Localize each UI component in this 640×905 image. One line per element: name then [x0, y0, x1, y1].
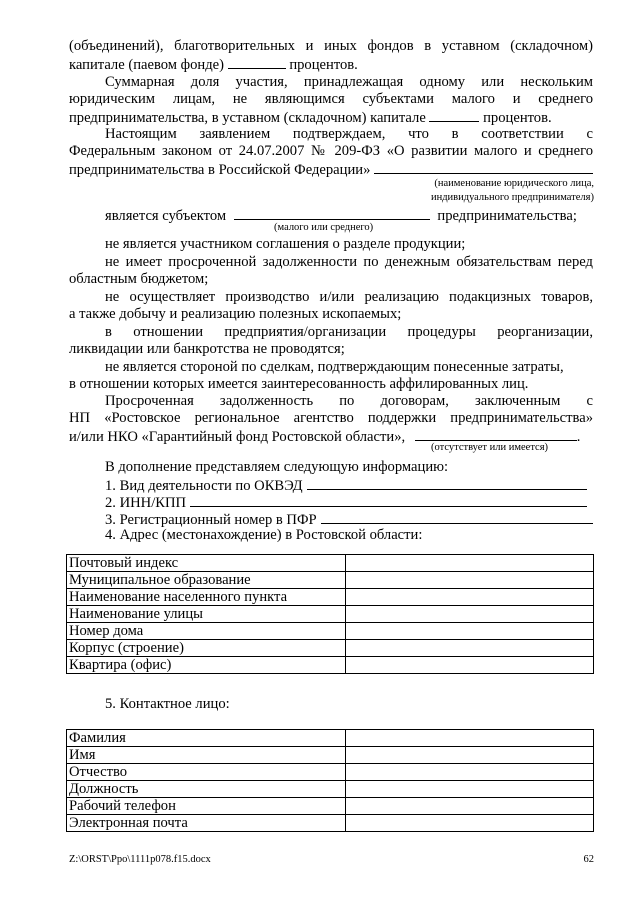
body-text: предпринимательства;	[437, 208, 577, 224]
row-value-cell[interactable]	[346, 781, 594, 798]
body-line: Настоящим заявлением подтверждаем, что в соответствии с	[105, 126, 593, 142]
body-line: не является стороной по сделкам, подтверждающим понесенные затраты,	[105, 359, 564, 375]
body-line: в отношении предприятия/организации процедуры реорганизации,	[105, 324, 593, 340]
row-label: Фамилия	[67, 730, 346, 747]
body-text: процентов.	[483, 110, 552, 126]
page-number: 62	[583, 854, 594, 865]
share-percent-blank[interactable]	[228, 55, 286, 69]
table-row	[67, 640, 594, 657]
row-value-cell[interactable]	[346, 747, 594, 764]
row-value-cell[interactable]	[346, 798, 594, 815]
body-line: 4. Адрес (местонахождение) в Ростовской области:	[105, 527, 423, 543]
table-row	[67, 623, 594, 640]
row-value-cell[interactable]	[346, 815, 594, 832]
row-label: Номер дома	[67, 623, 346, 640]
body-text: и/или НКО «Гарантийный фонд Ростовской области»,	[69, 429, 406, 445]
row-value-cell[interactable]	[346, 555, 594, 572]
body-line: В дополнение представляем следующую информацию:	[105, 459, 449, 475]
body-text: является субъектом	[105, 208, 227, 224]
row-label: Корпус (строение)	[67, 640, 346, 657]
table-row	[67, 798, 594, 815]
body-line: ликвидации или банкротства не проводятся;	[69, 341, 345, 357]
body-text: предпринимательства в Российской Федерации»	[69, 162, 371, 178]
hint-text: (малого или среднего)	[274, 222, 374, 233]
business-category-blank[interactable]	[234, 206, 430, 220]
row-value-cell[interactable]	[346, 623, 594, 640]
contact-table	[66, 729, 594, 832]
body-text: предпринимательства, в уставном (складочном) капитале	[69, 110, 426, 126]
okved-blank[interactable]	[307, 476, 587, 490]
table-row	[67, 781, 594, 798]
body-text: .	[576, 429, 581, 445]
body-line	[69, 55, 593, 74]
row-value-cell[interactable]	[346, 730, 594, 747]
body-line: не является участником соглашения о разделе продукции;	[105, 236, 466, 252]
table-row	[67, 730, 594, 747]
row-value-cell[interactable]	[346, 764, 594, 781]
entity-name-blank[interactable]	[374, 160, 593, 174]
table-row	[67, 589, 594, 606]
table-row	[67, 555, 594, 572]
body-line: юридическим лицам, не являющимся субъектами малого и среднего	[69, 91, 593, 107]
body-line: а также добычу и реализацию полезных ископаемых;	[69, 306, 402, 322]
table-row	[67, 764, 594, 781]
row-value-cell[interactable]	[346, 572, 594, 589]
row-value-cell[interactable]	[346, 606, 594, 623]
body-line: Просроченная задолженность по договорам, заключенным с	[105, 393, 593, 409]
body-line: областным бюджетом;	[69, 271, 209, 287]
body-line	[69, 108, 593, 127]
table-row	[67, 572, 594, 589]
pfr-number-blank[interactable]	[321, 510, 593, 524]
address-table	[66, 554, 594, 674]
table-row	[67, 815, 594, 832]
body-text: капитале (паевом фонде)	[69, 57, 224, 73]
table-row	[67, 747, 594, 764]
row-value-cell[interactable]	[346, 657, 594, 674]
row-label: Муниципальное образование	[67, 572, 346, 589]
row-label: Наименование улицы	[67, 606, 346, 623]
body-line: в отношении которых имеется заинтересованность аффилированных лиц.	[69, 376, 529, 392]
row-label: Квартира (офис)	[67, 657, 346, 674]
body-line: не осуществляет производство и/или реализацию подакцизных товаров,	[105, 289, 593, 305]
legal-entity-percent-blank[interactable]	[429, 108, 479, 122]
body-line: НП «Ростовское региональное агентство поддержки предпринимательства»	[69, 410, 593, 426]
row-label: Почтовый индекс	[67, 555, 346, 572]
body-text: 3. Регистрационный номер в ПФР	[105, 512, 317, 528]
footer-file-path: Z:\ORST\Ppo\1111p078.f15.docx	[69, 854, 211, 865]
row-label: Имя	[67, 747, 346, 764]
body-line: не имеет просроченной задолженности по денежным обязательствам перед	[105, 254, 593, 270]
row-label: Электронная почта	[67, 815, 346, 832]
body-text: 2. ИНН/КПП	[105, 495, 187, 511]
body-text: 1. Вид деятельности по ОКВЭД	[105, 478, 303, 494]
body-line: Федеральным законом от 24.07.2007 № 209-ФЗ «О развитии малого и среднего	[69, 143, 593, 159]
hint-text: (наименование юридического лица,	[434, 178, 594, 189]
body-text: процентов.	[289, 57, 358, 73]
hint-text: индивидуального предпринимателя)	[430, 192, 594, 203]
body-line: 5. Контактное лицо:	[105, 696, 230, 712]
table-row	[67, 657, 594, 674]
row-label: Должность	[67, 781, 346, 798]
table-row	[67, 606, 594, 623]
row-label: Наименование населенного пункта	[67, 589, 346, 606]
debt-status-blank[interactable]	[415, 427, 577, 441]
body-line: Суммарная доля участия, принадлежащая одному или нескольким	[105, 74, 593, 90]
row-value-cell[interactable]	[346, 589, 594, 606]
inn-kpp-blank[interactable]	[190, 493, 587, 507]
body-line: (объединений), благотворительных и иных фондов в уставном (складочном)	[69, 38, 593, 54]
row-label: Рабочий телефон	[67, 798, 346, 815]
row-value-cell[interactable]	[346, 640, 594, 657]
row-label: Отчество	[67, 764, 346, 781]
hint-text: (отсутствует или имеется)	[431, 442, 549, 453]
